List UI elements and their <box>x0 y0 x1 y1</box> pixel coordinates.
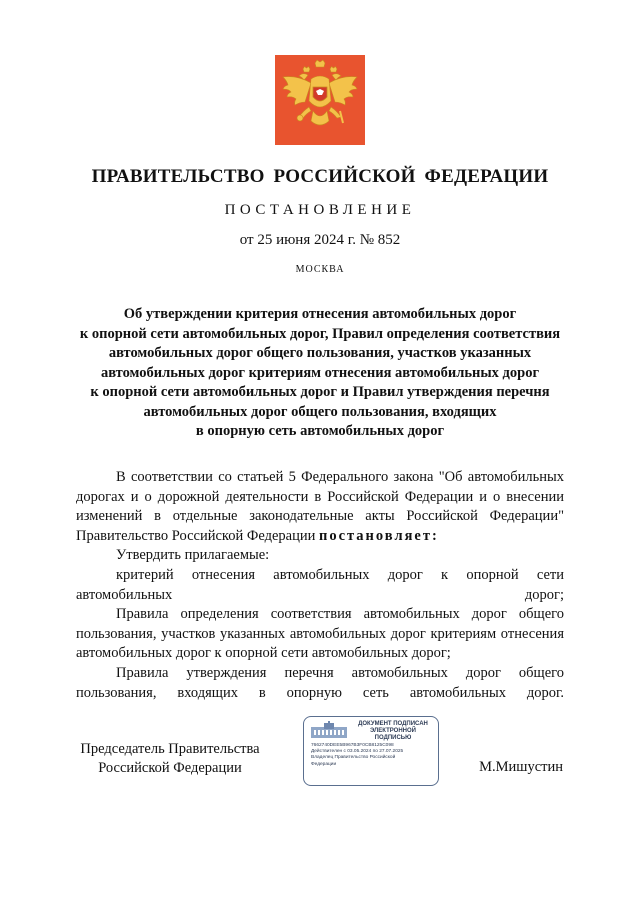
body-paragraph-rules-list: Правила утверждения перечня автомобильных дорог общего пользования, входящих в опорную сеть автомобильных дорог. <box>76 664 564 701</box>
signer-position-line: Председатель Правительства <box>80 741 260 757</box>
signer-position <box>72 740 268 778</box>
subject-line: к опорной сети автомобильных дорог, Правил определения соответствия <box>79 325 561 342</box>
subject-line: автомобильных дорог общего пользования, участков указанных <box>108 345 532 361</box>
body-paragraph-approve: Утвердить прилагаемые: <box>116 547 270 564</box>
stamp-owner: Владелец Правительство Российской <box>311 755 396 761</box>
preamble-text: В соответствии со статьей 5 Федерального закона "Об автомобильных дорогах и о дорожной деятельности в Российской Федерации и о внесении изменений в отдельные законодательные акты Российской Федерации" Правительство Российской Федерации <box>76 469 564 544</box>
body-paragraph-preamble <box>76 468 564 546</box>
document-body <box>76 468 564 703</box>
stamp-owner: Федерации <box>311 761 337 767</box>
document-subject <box>60 305 580 442</box>
signer-name: М.Мишустин <box>479 759 563 775</box>
electronic-signature-stamp <box>303 716 439 786</box>
document-city: МОСКВА <box>295 264 345 275</box>
stamp-validity: Действителен с 03.05.2024 по 27.07.2025 <box>311 749 404 755</box>
stamp-heading <box>352 721 434 742</box>
subject-line: автомобильных дорог общего пользования, входящих <box>143 403 497 420</box>
body-paragraph-rules-conformity: Правила определения соответствия автомобильных дорог общего пользования, участков указанных автомобильных дорог критериям отнесения автомобильных дорог к опорной сети автомобильных дорог; <box>76 606 564 662</box>
coat-of-arms-emblem <box>275 55 365 145</box>
government-title: ПРАВИТЕЛЬСТВО РОССИЙСКОЙ ФЕДЕРАЦИИ <box>91 166 549 187</box>
government-building-icon <box>310 721 348 739</box>
stamp-heading-line: ДОКУМЕНТ ПОДПИСАН <box>358 721 428 727</box>
document-date-number: от 25 июня 2024 г. № 852 <box>239 232 401 248</box>
body-paragraph-criterion: критерий отнесения автомобильных дорог к опорной сети автомобильных дорог; <box>76 566 564 603</box>
document-type: ПОСТАНОВЛЕНИЕ <box>224 202 416 218</box>
subject-line: к опорной сети автомобильных дорог и Правил утверждения перечня <box>90 384 550 400</box>
stamp-details <box>311 743 435 768</box>
signer-position-line: Российской Федерации <box>98 760 242 776</box>
subject-line: Об утверждении критерия отнесения автомобильных дорог <box>123 306 517 322</box>
subject-line: в опорную сеть автомобильных дорог <box>195 423 445 439</box>
stamp-certificate: 7662740DEE5B967B3F0CB8125C098 <box>311 743 394 748</box>
subject-line: автомобильных дорог критериям отнесения автомобильных дорог <box>100 364 540 381</box>
decree-keyword: постановляет: <box>318 527 439 544</box>
stamp-heading-line: ЭЛЕКТРОННОЙ ПОДПИСЬЮ <box>370 728 416 741</box>
